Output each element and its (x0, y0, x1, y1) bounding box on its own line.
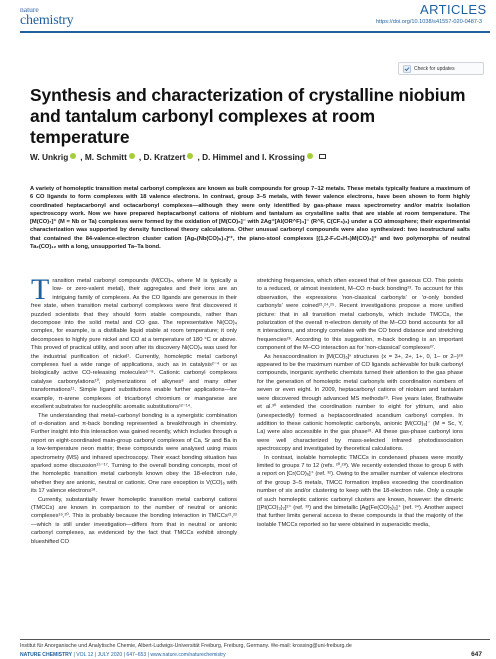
doi-link[interactable]: https://doi.org/10.1038/s41557-020-0487-3 (375, 19, 482, 25)
article-title: Synthesis and characterization of crystalline niobium and tantalum carbonyl complexes at room temperature (30, 85, 466, 147)
author-list: W. Unkrig , M. Schmitt , D. Kratzert , D. Himmel and I. Krossing (30, 152, 480, 162)
update-badge-icon (403, 65, 411, 73)
author-name[interactable]: D. Himmel (202, 152, 243, 162)
body-paragraph: The understanding that metal–carbonyl bonding is a synergistic combination of σ-donation and π-back bonding represented a breakthrough in chemistry. Further insight into this interaction was gained recently, which includes through a report on eight-coordinated main-group carbonyl complexes of Ca, Sr and Ba in a low-temperature neon matrix; these compounds were analysed using mass spectrometry (MS) and infrared spectroscopy. Their exact bonding situation has sparked some discussion¹⁵⁻¹⁷. Turning to the overall bonding concepts, most of the homoleptic transition metal carbonyls known obey the 18-electron rule, whether they are anionic, neutral or cationic. One rare exception is V(CO)₆ with its 17 valence electrons¹⁸. (31, 412, 237, 495)
footer-issue-info[interactable]: | VOL 12 | JULY 2020 | 647–653 | www.nature.com/naturechemistry (73, 652, 226, 658)
abstract: A variety of homoleptic transition metal carbonyl complexes are known as bulk compounds for group 7–12 metals. These metals typically feature a maximum of 6 CO ligands to form complexes with 18 valence electrons. In contrast, group 3–5 metals, with fewer valence electrons, have been shown to form highly coordinated heptacarbonyl and octacarbonyl complexes—although they were only identified by gas-phase mass spectrometry and/or matrix isolation spectroscopy work. Now we have prepared heptacarbonyl cations of niobium and tantalum as crystalline salts that are stable at room temperature. The [M(CO)₇]⁺ (M = Nb or Ta) complexes were formed by the oxidation of [M(CO)₆]⁻ with 2Ag⁺[Al(OR^F)₄]⁻ (R^F, C(CF₃)₃) under a CO atmosphere; their experimental characterization was supported by density functional theory calculations. Other unusual carbonyl compounds were also synthesized: two isostructural salts that contained the 84-valence-electron cluster cation [Ag₆(Nb(CO)₆)₄]²⁺, the piano-stool complexes [(1,2-F₂C₆H₄)M(CO)₄]⁺ and two polymorphs of neutral Ta₂(CO)₁₂ with a long, unsupported Ta–Ta bond. (30, 186, 470, 250)
author-name[interactable]: I. Krossing (262, 152, 305, 162)
footnote-divider (20, 639, 490, 640)
check-for-updates-button[interactable] (398, 62, 484, 75)
orcid-icon[interactable] (70, 153, 76, 159)
mail-icon[interactable] (319, 154, 326, 159)
orcid-icon[interactable] (129, 153, 135, 159)
journal-logo-line1: nature (20, 5, 39, 14)
page-number: 647 (471, 651, 482, 658)
body-paragraph: As hexacoordination in [M(CO)₆]ˣ structures (x = 3+, 2+, 1+, 0, 1– or 2–)²⁸ appeared to be the maximum number of CO ligands achievable for bulk carbonyl compounds, inorganic synthetic chemists turned their attention to the gas phase for the generation of homoleptic metal carbonyls with coordination numbers of seven or even eight. In 2009, heptacarbonyl cations of niobium and tantalum were discovered through advanced MS methods²⁹. Five years later, Brathwaite et al.³⁰ extended the coordination number to eight for yttrium, and also (unexpectedly) formed a heptacoordinated scandium carbonyl complex. In addition to these cationic homoleptic carbonyls, anionic [M(CO)₈]⁻ (M = Sc, Y, La) were also accessible in the gas phase³¹. All these gas-phase carbonyl ions were well characterized by mass-selected infrared photodissociation spectroscopy and investigated by theoretical calculations. (257, 353, 463, 453)
section-label: ARTICLES (420, 2, 487, 17)
orcid-icon[interactable] (307, 153, 313, 159)
author-name[interactable]: M. Schmitt (84, 152, 127, 162)
journal-logo[interactable] (20, 6, 80, 28)
body-column-right (257, 277, 463, 529)
author-name[interactable]: W. Unkrig (30, 152, 69, 162)
orcid-icon[interactable] (187, 153, 193, 159)
body-column-left (31, 273, 237, 546)
body-paragraph: In contrast, isolable homoleptic TMCCs in condensed phases were mostly limited to groups 7 to 12 (refs. ²⁰,²⁸). We recently extended those to group 6 with a report on [Cr(CO)₆]⁺ (ref. ³²). Owing to the smaller number of valence electrons of the group 3–5 metals, TMCC formation implies exceeding the coordination number of six and/or clustering to keep with the 18-electron rule. Only a couple of such homoleptic cationic carbonyl clusters are known, however: the dimeric [{Pt(CO)₃}₂]²⁺ (ref. ³³) and the bimetallic [Ag{Fe(CO)₅}₂]⁺ (ref. ³⁴). Another aspect that further limits general access to these compounds is that the majority of the isolable TMCCs reported so far were obtained in superacidic media, (257, 454, 463, 528)
footer-journal-name: NATURE CHEMISTRY (20, 652, 73, 658)
affiliation-footnote: Institut für Anorganische und Analytische Chemie, Albert-Ludwigs-Universität Freiburg, Freiburg, Germany. ✉e-mail: krossing@uni-freiburg.de (20, 643, 352, 649)
drop-cap: T (31, 273, 50, 306)
body-paragraph: Transition metal carbonyl compounds (M(CO)ₙ, where M is typically a low- or zero-valent metal), their aggregates and their ions are an intriguing family of complexes. As the CO ligands are generous in their free state, when transition metal carbonyl complexes were first discovered it puzzled scientists that they should form stable compounds, rather than decompose into the solid metal and CO gas. The representative Ni(CO)₄ complex, for example, is a distillable liquid stable at room temperature; it only decomposes to highly pure nickel and CO at a temperature of 180 °C or above. This proved of practical utility, and soon after its discovery Ni(CO)₄ was used for the industrial purification of nickel¹. Currently, homoleptic metal carbonyl complexes fuel a wide range of applications, such as in catalysis²⁻⁴ or as biologically active CO-releasing molecules⁵⁻⁸. Cationic carbonyl complexes catalyse carbonylations¹⁰, polymerizations of alkynes⁸ and many other transformations¹¹. Simple ligand substitutions enable further applications—for example, π-arene complexes of tricarbonyl chromium or manganese are excellent substrates for nucleophilic aromatic substitutions¹²⁻¹⁴. (31, 273, 237, 411)
update-badge-label: Check for updates (414, 65, 455, 72)
body-paragraph: Currently, substantially fewer homoleptic transition metal carbonyl cations (TMCCs) are known in comparison to the number of neutral or anionic complexes¹⁹,²⁰. This is probably because the bonding interaction in TMCCs²¹,²²—which is still under investigation—differs from that in neutral or anionic carbonyl complexes, as evidenced by the fact that TMCCs exhibit strongly blueshifted CO (31, 496, 237, 545)
header-divider (20, 31, 490, 33)
body-paragraph: stretching frequencies, which often exceed that of free gaseous CO. This points to a reduced, or almost inexistent, M–CO π-back bonding²³. To account for this observation, the expressions 'non-classical carbonyls' or 'σ-only bonded carbonyls' were coined²¹,²⁴,²⁵. Recent investigations propose a more unified picture: that in all transition metal carbonyls, which include TMCCs, the polarization of the overall π-electron density of the M–CO bond accounts for all π interactions, and strongly correlates with the CO bond distance and stretching frequencies²⁶. According to this suggestion, π-back bonding is an important component of the M–CO interaction as for 'non-classical' complexes²⁷. (257, 278, 463, 352)
journal-logo-line2: chemistry (20, 12, 74, 28)
journal-footer (20, 652, 226, 658)
author-name[interactable]: D. Kratzert (143, 152, 186, 162)
